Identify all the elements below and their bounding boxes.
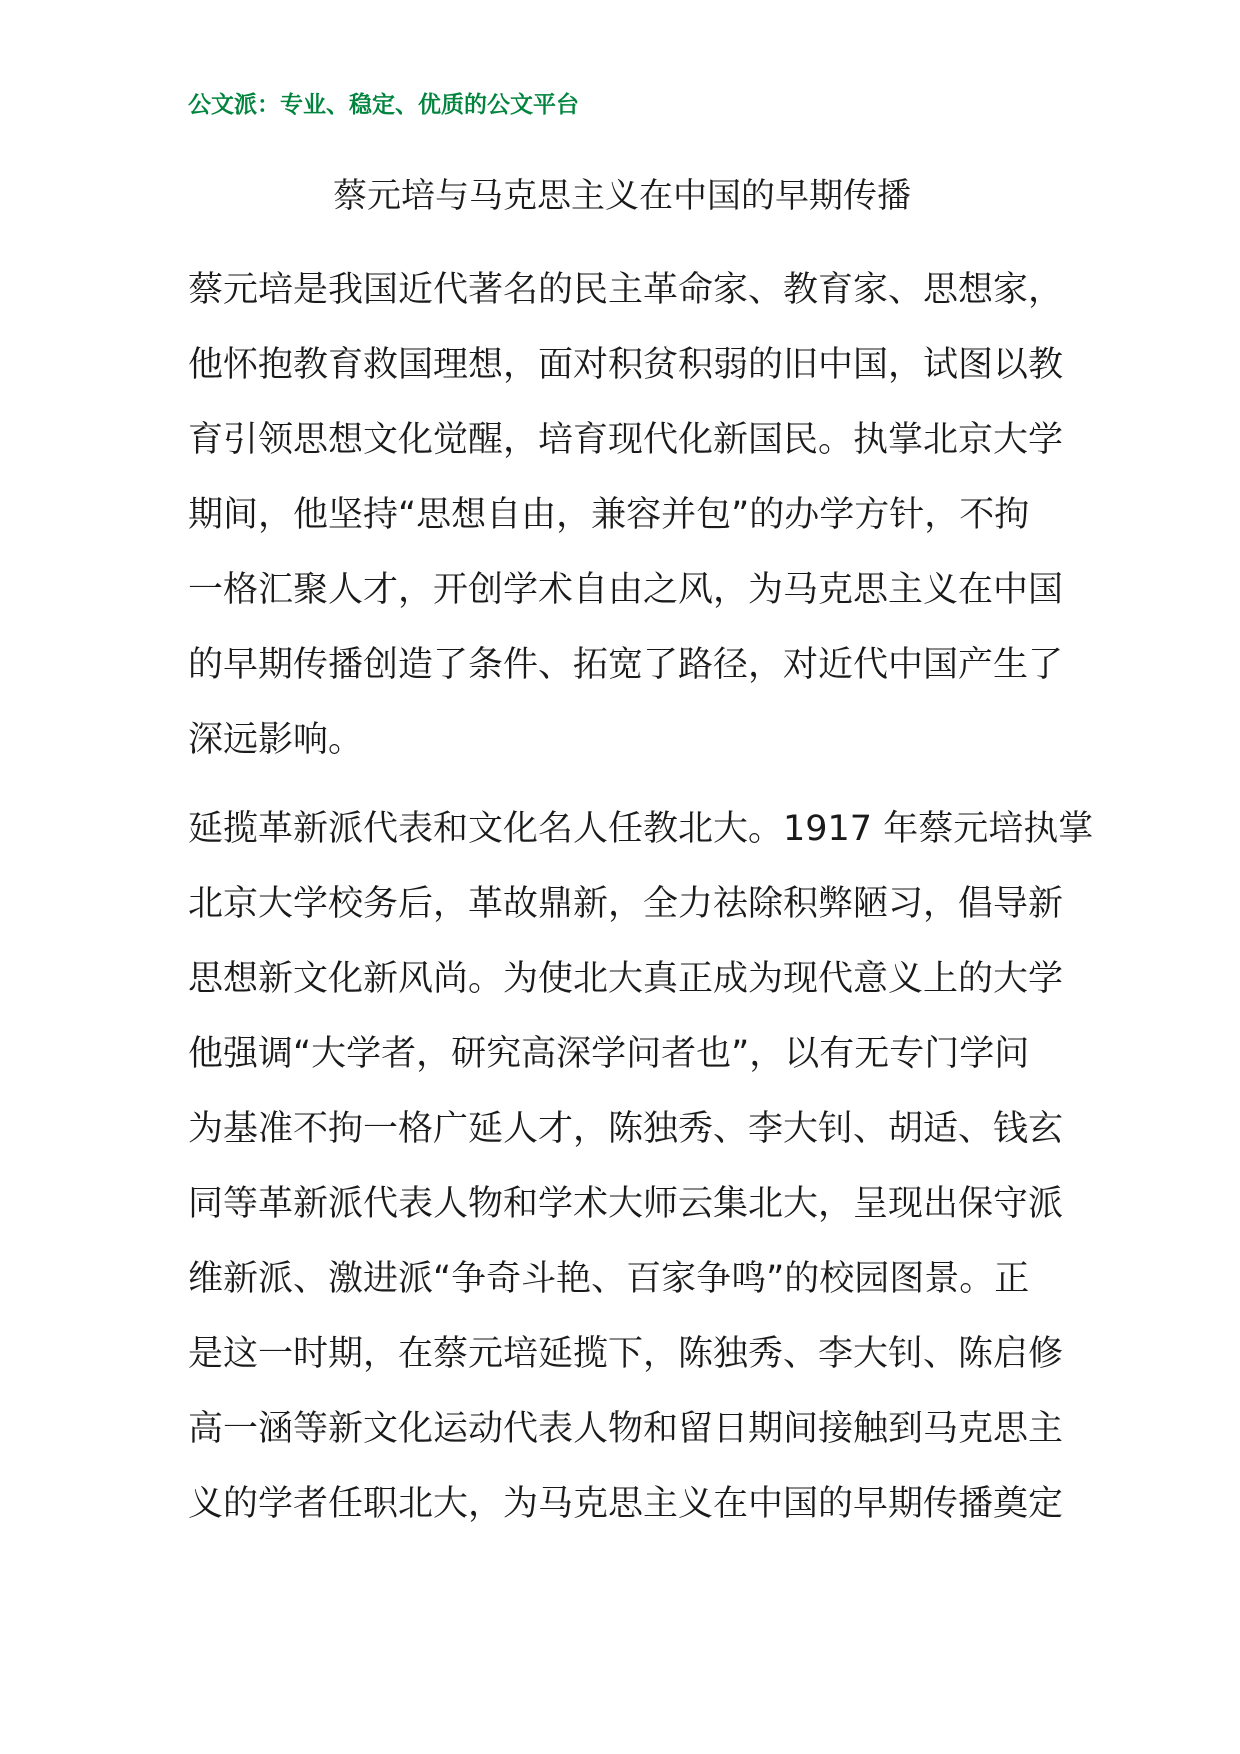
- paragraph-line: 为基准不拘一格广延人才，陈独秀、李大钊、胡适、钱玄: [188, 1109, 1064, 1149]
- paragraph-line: 同等革新派代表人物和学术大师云集北大，呈现出保守派: [188, 1184, 1064, 1224]
- paragraph-line: 深远影响。: [188, 720, 364, 760]
- paragraph-line: 期间，他坚持“思想自由，兼容并包”的办学方针，不拘: [188, 495, 1030, 535]
- paragraph-line: 义的学者任职北大，为马克思主义在中国的早期传播奠定: [188, 1484, 1064, 1524]
- paragraph-line: 高一涵等新文化运动代表人物和留日期间接触到马克思主: [188, 1409, 1064, 1449]
- paragraph-2: [188, 792, 1094, 1542]
- paragraph-line: 维新派、激进派“争奇斗艳、百家争鸣”的校园图景。正: [188, 1259, 1030, 1299]
- paragraph-line: 的早期传播创造了条件、拓宽了路径，对近代中国产生了: [188, 645, 1064, 685]
- header-brand: 公文派：专业、稳定、优质的公文平台: [188, 92, 579, 118]
- paragraph-1: [188, 253, 1064, 778]
- paragraph-line: 他怀抱教育救国理想，面对积贫积弱的旧中国，试图以教: [188, 345, 1064, 385]
- paragraph-line: 延揽革新派代表和文化名人任教北大。1917 年蔡元培执掌: [188, 809, 1094, 849]
- paragraph-line: 思想新文化新风尚。为使北大真正成为现代意义上的大学: [188, 959, 1064, 999]
- paragraph-line: 蔡元培是我国近代著名的民主革命家、教育家、思想家，: [188, 270, 1064, 310]
- paragraph-line: 北京大学校务后，革故鼎新，全力祛除积弊陋习，倡导新: [188, 884, 1064, 924]
- paragraph-line: 育引领思想文化觉醒，培育现代化新国民。执掌北京大学: [188, 420, 1064, 460]
- paragraph-line: 他强调“大学者，研究高深学问者也”，以有无专门学问: [188, 1034, 1030, 1074]
- paragraph-line: 是这一时期，在蔡元培延揽下，陈独秀、李大钊、陈启修: [188, 1334, 1064, 1374]
- document-title: 蔡元培与马克思主义在中国的早期传播: [333, 176, 911, 216]
- paragraph-line: 一格汇聚人才，开创学术自由之风，为马克思主义在中国: [188, 570, 1064, 610]
